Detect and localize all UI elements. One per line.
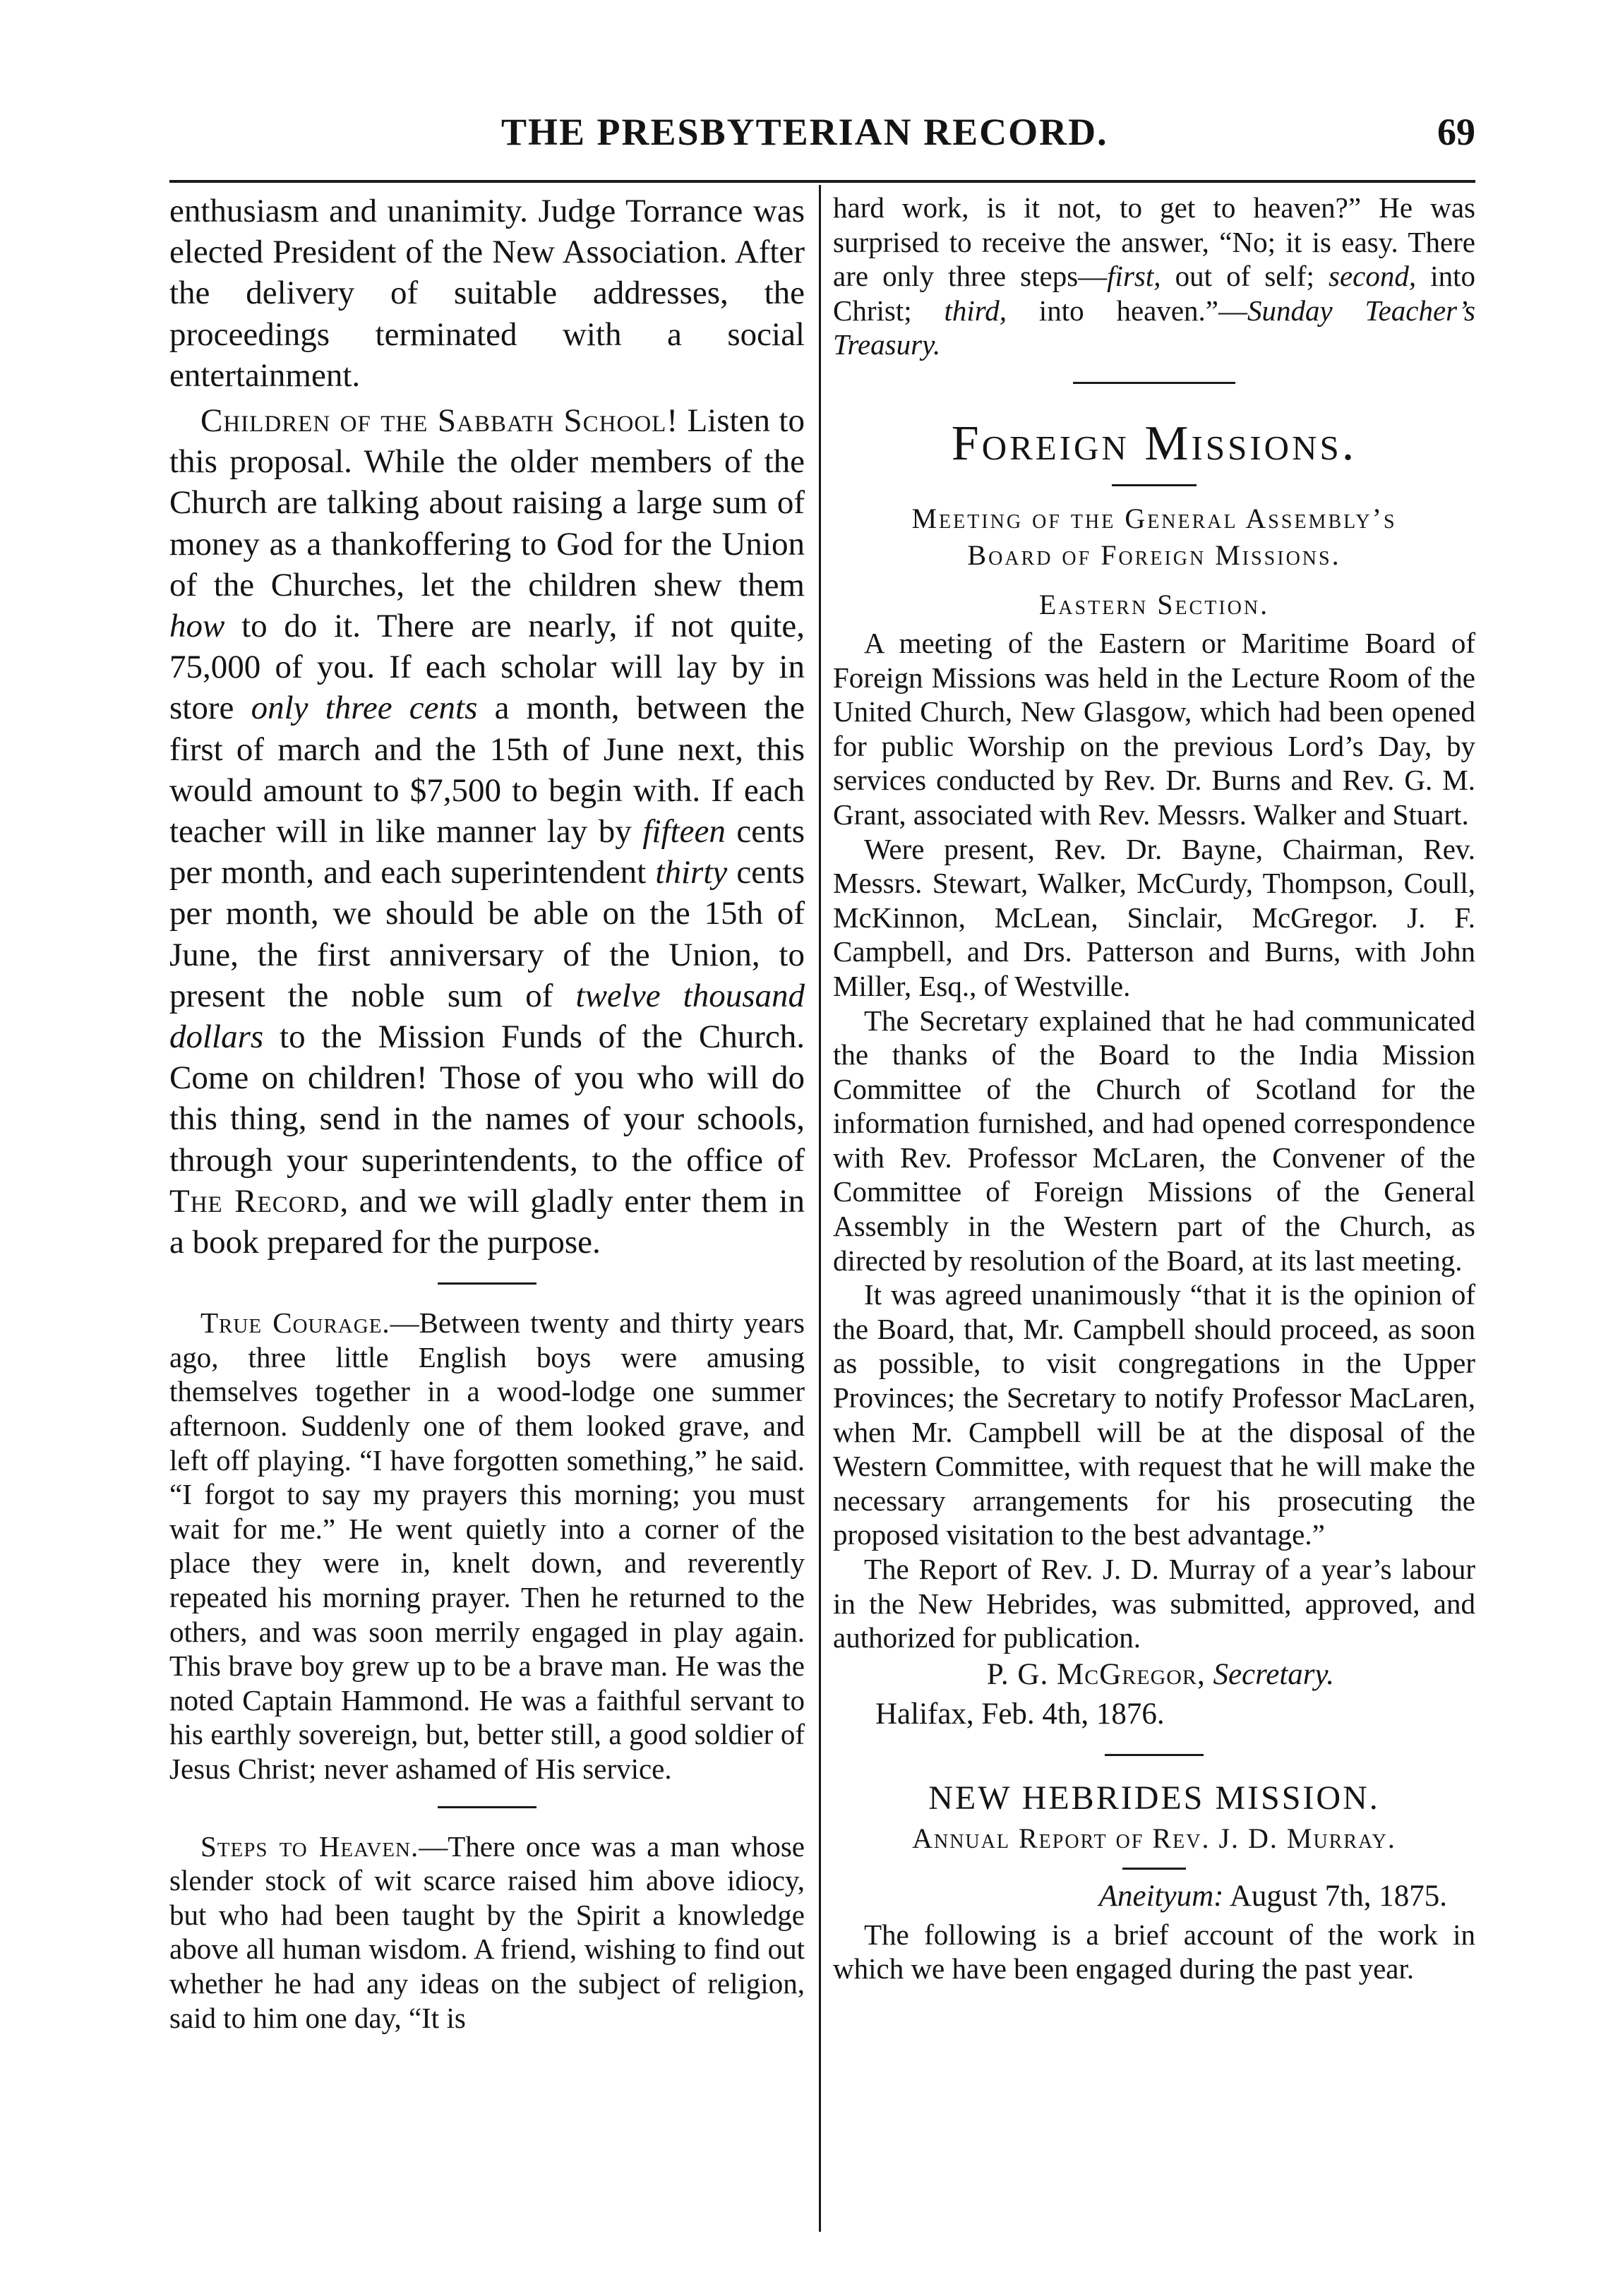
meeting-heading-line: Board of Foreign Missions. bbox=[967, 539, 1341, 571]
emphasis-how: how bbox=[169, 608, 225, 645]
children-text: to the Mission Funds of the Church. Come on children! Those of you who will do this thing, send in the names of your schools, through your superintendents, to the office of bbox=[169, 1018, 805, 1179]
emphasis-first: first, bbox=[1107, 260, 1161, 293]
emphasis-thirty: thirty bbox=[655, 854, 728, 891]
secretary-paragraph: The Secretary explained that he had communicated the thanks of the Board to the India Mission Committee of the Church of Scotland for the information furnished, and had opened correspondence with Rev. Professor McLaren, the Convener of the Committee of Foreign Missions of the General Assembly in the Western part of the Church, as directed by resolution of the Board, at its last meeting. bbox=[833, 1004, 1475, 1277]
meeting-heading-line: Meeting of the General Assembly’s bbox=[911, 502, 1397, 534]
meeting-heading bbox=[833, 500, 1475, 574]
meeting-paragraph: A meeting of the Eastern or Maritime Board of Foreign Missions was held in the Lecture Room of the United Church, New Glasgow, which had been opened for public Worship on the previous Lord’s Day, by services conducted by Rev. Dr. Burns and Rev. G. M. Grant, associated with Rev. Messrs. Walker and Stuart. bbox=[833, 626, 1475, 831]
steps-continuation bbox=[833, 191, 1475, 362]
agreed-paragraph: It was agreed unanimously “that it is the opinion of the Board, that, Mr. Campbell should proceed, as soon as possible, to visit congregations in the Upper Provinces; the Secretary to notify Professor MacLaren, when Mr. Campbell will be at the disposal of the Western Committee, with request that he will make the necessary arrangements for his prosecuting the proposed visitation to the best advantage.” bbox=[833, 1278, 1475, 1551]
emphasis-twelve-thousand: twelve thousand dollars bbox=[169, 977, 805, 1056]
children-text: cents per month, we should be able on the 15th of June, the first anniversary of the Union, to present the noble sum of bbox=[169, 854, 805, 1014]
emphasis-third: third, bbox=[944, 294, 1007, 327]
courage-heading: True Courage. bbox=[200, 1306, 390, 1340]
emphasis-three-cents: only three cents bbox=[251, 690, 478, 727]
aneityum-date: August 7th, 1875. bbox=[1223, 1879, 1447, 1913]
steps-heading: Steps to Heaven. bbox=[200, 1829, 419, 1863]
children-heading: Children of the Sabbath School! bbox=[200, 402, 678, 440]
following-paragraph: The following is a brief account of the work in which we have been engaged during the past year. bbox=[833, 1918, 1475, 1985]
signature bbox=[833, 1655, 1475, 1695]
left-column bbox=[169, 191, 805, 2035]
steps-text: hard work, is it not, to get to heaven?” He was surprised to receive the answer, “No; it is easy. There are only three steps— bbox=[833, 191, 1475, 293]
section-rule bbox=[438, 1282, 536, 1285]
column-divider bbox=[819, 185, 821, 2232]
present-paragraph: Were present, Rev. Dr. Bayne, Chairman, Rev. Messrs. Stewart, Walker, McCurdy, Thompson, Coull, McKinnon, McLean, Sinclair, McGregor. J. F. Campbell, and Drs. Patterson and Burns, with John Miller, Esq., of Westville. bbox=[833, 832, 1475, 1002]
steps-text: into Christ; bbox=[833, 260, 1475, 327]
section-rule bbox=[1073, 382, 1235, 384]
signature-role: Secretary. bbox=[1213, 1657, 1334, 1691]
steps-text: into heaven.”— bbox=[1006, 294, 1247, 327]
header-rule bbox=[169, 180, 1475, 183]
right-column bbox=[833, 191, 1475, 1986]
section-rule bbox=[1122, 1868, 1186, 1870]
signature-name: P. G. McGregor, bbox=[986, 1657, 1206, 1691]
steps-paragraph bbox=[169, 1829, 805, 2036]
section-rule bbox=[1105, 1754, 1204, 1756]
eastern-section-heading: Eastern Section. bbox=[1038, 588, 1270, 620]
children-text: cents per month, and each superintendent bbox=[169, 813, 805, 891]
annual-report-heading: Annual Report of Rev. J. D. Murray. bbox=[912, 1822, 1396, 1854]
association-paragraph: enthusiasm and unanimity. Judge Torrance was elected President of the New Association. After the delivery of suitable addresses, the proceedings terminated with a social entertainment. bbox=[169, 193, 805, 394]
aneityum-place: Aneityum: bbox=[1098, 1879, 1224, 1913]
foreign-missions-title: Foreign Missions. bbox=[951, 416, 1357, 471]
children-text: , and we will gladly enter them in a book prepared for the purpose. bbox=[169, 1182, 805, 1261]
children-paragraph bbox=[169, 400, 805, 1263]
children-text: Listen to this proposal. While the older members of the Church are talking about raising a large sum of money as a thankoffering to God for the Union of the Churches, let the children shew them bbox=[169, 402, 805, 603]
report-paragraph: The Report of Rev. J. D. Murray of a year’s labour in the New Hebrides, was submitted, approved, and authorized for publication. bbox=[833, 1553, 1475, 1654]
dateline: Halifax, Feb. 4th, 1876. bbox=[875, 1697, 1165, 1731]
new-hebrides-title: NEW HEBRIDES MISSION. bbox=[928, 1779, 1380, 1817]
children-text: a month, between the first of march and the 15th of June next, this would amount to $7,500 to begin with. If each teacher will in like manner lay by bbox=[169, 690, 805, 851]
page-number: 69 bbox=[1437, 111, 1475, 153]
courage-paragraph bbox=[169, 1306, 805, 1786]
source-citation: Sunday Teacher’s Treasury. bbox=[833, 294, 1475, 361]
emphasis-fifteen: fifteen bbox=[642, 813, 726, 851]
children-text: to do it. There are nearly, if not quite, 75,000 of you. If each scholar will lay by in store bbox=[169, 608, 805, 727]
steps-text: —There once was a man whose slender stock of wit scarce raised him above idiocy, but who had been taught by the Spirit a knowledge above all human wisdom. A friend, wishing to find out whether he had any ideas on the subject of religion, said to him one day, “It is bbox=[169, 1829, 805, 2034]
record-name: The Record bbox=[169, 1182, 340, 1220]
emphasis-second: second, bbox=[1329, 260, 1417, 293]
running-title: THE PRESBYTERIAN RECORD. bbox=[501, 111, 1108, 153]
section-rule bbox=[438, 1806, 536, 1808]
courage-text: —Between twenty and thirty years ago, three little English boys were amusing themselves together in a wood-lodge one summer afternoon. Suddenly one of them looked grave, and left off playing. “I have forgotten something,” he said. “I forgot to say my prayers this morning; you must wait for me.” He went quietly into a corner of the place they were in, knelt down, and reverently repeated his morning prayer. Then he returned to the others, and was soon merrily engaged in play again. This brave boy grew up to be a brave man. He was the noted Captain Hammond. He was a faithful servant to his earthly sovereign, but, better still, a good soldier of Jesus Christ; never ashamed of His service. bbox=[169, 1306, 805, 1785]
title-rule bbox=[1112, 484, 1197, 486]
steps-text: out of self; bbox=[1161, 260, 1329, 293]
page-header bbox=[169, 106, 1475, 162]
aneityum-dateline bbox=[833, 1875, 1475, 1918]
